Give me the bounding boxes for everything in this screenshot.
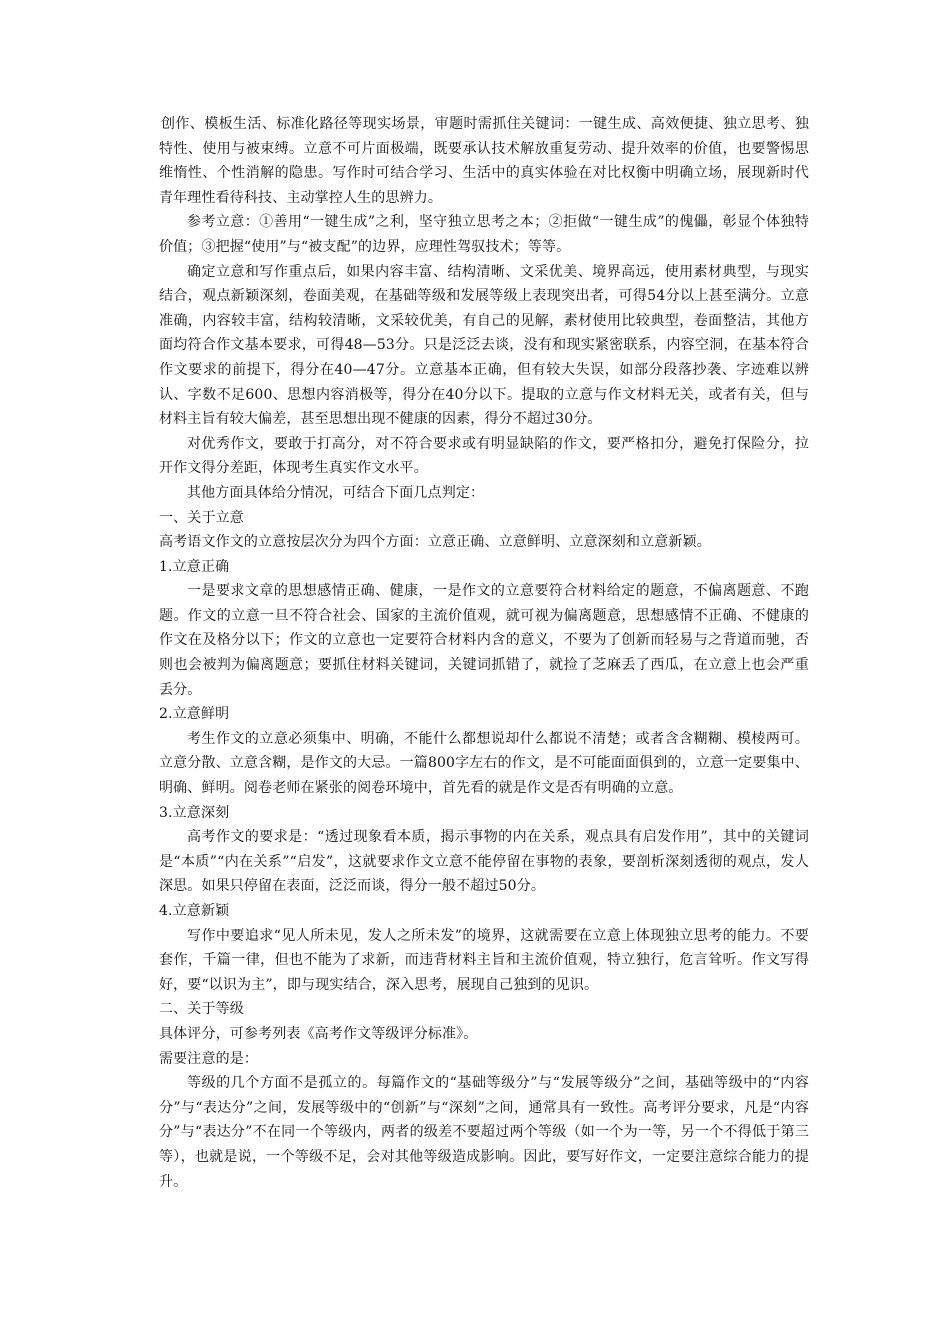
section-heading-grades: 二、关于等级 xyxy=(159,1001,244,1018)
subheading-theme-novel: 4.立意新颖 xyxy=(159,903,230,919)
paragraph-theme-clear: 考生作文的立意必须集中、明确，不能什么都想说却什么都说不清楚；或者含含糊糊、模棱两可。立意分散、立意含糊，是作文的大忌。一篇800字左右的作文，是不可能面面俱到的，立意一定要集中、明确、鲜明。阅卷老师在紧张的阅卷环境中，首先看的就是作文是否有明确的立意。 xyxy=(159,730,809,797)
section-heading-theme: 一、关于立意 xyxy=(159,509,244,526)
subheading-theme-clear: 2.立意鲜明 xyxy=(159,706,230,723)
paragraph-theme-levels: 高考语文作文的立意按层次分为四个方面：立意正确、立意鲜明、立意深刻和立意新颖。 xyxy=(159,534,711,551)
paragraph-excellent-essays: 对优秀作文，要敢于打高分，对不符合要求或有明显缺陷的作文，要严格扣分，避免打保险分，拉开作文得分差距，体现考生真实作文水平。 xyxy=(159,435,809,477)
paragraph-note-label: 需要注意的是： xyxy=(159,1050,259,1067)
paragraph-theme-correct: 一是要求文章的思想感情正确、健康，一是作文的立意要符合材料给定的题意，不偏离题意、不跑题。作文的立意一旦不符合社会、国家的主流价值观，就可视为偏离题意，思想感情不正确、不健康的作文在及格分以下；作文的立意也一定要符合材料内含的意义，不要为了创新而轻易与之背道而驰，否则也会被判为偏离题意；要抓住材料关键词，关键词抓错了，就捡了芝麻丢了西瓜，在立意上也会严重丢分。 xyxy=(159,583,809,698)
paragraph-continuation: 创作、模板生活、标准化路径等现实场景，审题时需抓住关键词：一键生成、高效便捷、独立思考、独特性、使用与被束缚。立意不可片面极端，既要承认技术解放重复劳动、提升效率的价值，也要警惕思维惰性、个性消解的隐患。写作时可结合学习、生活中的真实体验在对比权衡中明确立场，展现新时代青年理性看待科技、主动掌控人生的思辨力。 xyxy=(159,116,809,206)
subheading-theme-correct: 1.立意正确 xyxy=(159,558,230,575)
paragraph-scoring-criteria: 确定立意和写作重点后，如果内容丰富、结构清晰、文采优美、境界高远，使用素材典型，与现实结合，观点新颖深刻，卷面美观，在基础等级和发展等级上表现突出者，可得54分以上甚至满分。立意准确，内容较丰富，结构较清晰，文采较优美，有自己的见解，素材使用比较典型，卷面整洁，其他方面均符合作文基本要求，可得48—53分。只是泛泛去谈，没有和现实紧密联系，内容空洞，在基本符合作文要求的前提下，得分在40—47分。立意基本正确，但有较大失误，如部分段落抄袭、字迹难以辨认、字数不足600、思想内容消极等，得分在40分以下。提取的立意与作文材料无关，或者有关，但与材料主旨有较大偏差，甚至思想出现不健康的因素，得分不超过30分。 xyxy=(159,263,809,428)
paragraph-other-aspects: 其他方面具体给分情况，可结合下面几点判定： xyxy=(187,484,485,501)
document-page xyxy=(159,112,809,1194)
paragraph-grade-consistency: 等级的几个方面不是孤立的。每篇作文的“基础等级分”与“发展等级分”之间，基础等级中的“内容分”与“表达分”之间，发展等级中的“创新”与“深刻”之间，通常具有一致性。高考评分要求，凡是“内容分”与“表达分”不在同一个等级内，两者的级差不要超过两个等级（如一个为一等，另一个不得低于第三等），也就是说，一个等级不足，会对其他等级造成影响。因此，要写好作文，一定要注意综合能力的提升。 xyxy=(159,1075,809,1190)
paragraph-theme-profound: 高考作文的要求是：“透过现象看本质，揭示事物的内在关系，观点具有启发作用”，其中的关键词是“本质”“内在关系”“启发”，这就要求作文立意不能停留在事物的表象，要剖析深刻透彻的观点，发人深思。如果只停留在表面，泛泛而谈，得分一般不超过50分。 xyxy=(159,829,809,895)
paragraph-grade-reference: 具体评分，可参考列表《高考作文等级评分标准》。 xyxy=(159,1025,478,1042)
paragraph-reference-theme: 参考立意：①善用“一键生成”之利，坚守独立思考之本；②拒做“一键生成”的傀儡，彰显个体独特价值；③把握“使用”与“被支配”的边界，应理性驾驭技术；等等。 xyxy=(159,214,809,255)
paragraph-theme-novel: 写作中要追求“见人所未见，发人之所未发”的境界，这就需要在立意上体现独立思考的能力。不要套作，千篇一律，但也不能为了求新，而违背材料主旨和主流价值观，特立独行，危言耸听。作文写得好，要“以识为主”，即与现实结合，深入思考，展现自己独到的见识。 xyxy=(159,927,809,993)
subheading-theme-profound: 3.立意深刻 xyxy=(159,804,230,821)
